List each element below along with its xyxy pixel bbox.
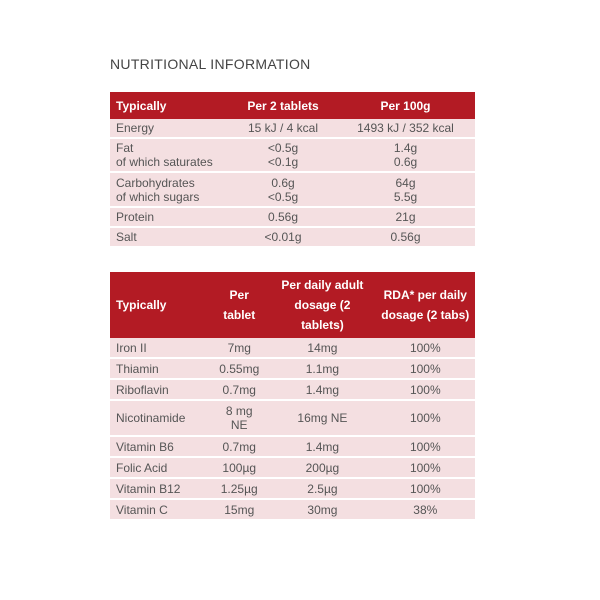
nutrient-name-cell-line: Carbohydrates (116, 175, 195, 190)
rda-cell: 100% (376, 479, 475, 500)
vitamin-header-row (110, 272, 475, 338)
nutrition-header-typically: Typically (110, 92, 230, 119)
per-2-tablets-cell-line: 0.6g (271, 175, 295, 190)
nutrition-row (110, 173, 475, 208)
vitamin-name-cell: Vitamin B6 (110, 437, 209, 458)
per-100g-cell-line: 0.6g (393, 155, 418, 169)
per-tablet-cell: 0.7mg (209, 437, 269, 458)
per-tablet-cell: 15mg (209, 500, 269, 521)
rda-cell: 100% (376, 359, 475, 380)
nutrient-name-cell (110, 139, 230, 173)
rda-cell: 100% (376, 380, 475, 401)
per-daily-cell: 14mg (269, 338, 375, 359)
nutrient-name-cell (110, 119, 230, 139)
per-2-tablets-cell-line: <0.5g (267, 189, 299, 204)
nutrition-header-per-2-tablets: Per 2 tablets (230, 92, 336, 119)
per-tablet-cell: 8 mg NE (209, 401, 269, 437)
vitamin-name-cell: Nicotinamide (110, 401, 209, 437)
vitamin-name-cell: Riboflavin (110, 380, 209, 401)
nutrition-header-row (110, 92, 475, 119)
vitamin-name-cell: Folic Acid (110, 458, 209, 479)
nutrition-row (110, 228, 475, 248)
rda-cell: 100% (376, 338, 475, 359)
per-daily-cell: 1.1mg (269, 359, 375, 380)
per-daily-cell: 16mg NE (269, 401, 375, 437)
per-100g-cell-line: 1493 kJ / 352 kcal (357, 121, 454, 135)
vitamin-header-typically: Typically (110, 272, 209, 338)
per-tablet-cell: 0.55mg (209, 359, 269, 380)
per-daily-cell: 30mg (269, 500, 375, 521)
per-100g-cell (336, 208, 475, 228)
per-tablet-cell: 7mg (209, 338, 269, 359)
per-tablet-cell: 0.7mg (209, 380, 269, 401)
nutrient-name-cell-line: Energy (116, 121, 155, 135)
vitamin-name-cell: Vitamin B12 (110, 479, 209, 500)
per-100g-cell (336, 139, 475, 173)
page-title: NUTRITIONAL INFORMATION (110, 56, 311, 72)
nutrient-name-cell-line: Protein (116, 210, 155, 224)
rda-cell: 38% (376, 500, 475, 521)
vitamin-header-per-tablet: Per tablet (209, 272, 269, 338)
nutrient-name-cell-line: Fat (116, 141, 134, 155)
per-2-tablets-cell-line: 15 kJ / 4 kcal (247, 121, 319, 135)
vitamin-row (110, 437, 475, 458)
per-2-tablets-cell (230, 228, 336, 248)
per-2-tablets-cell (230, 173, 336, 208)
vitamin-name-cell: Thiamin (110, 359, 209, 380)
per-100g-cell-line: 5.5g (393, 189, 418, 204)
vitamin-row (110, 401, 475, 437)
per-100g-cell (336, 228, 475, 248)
per-daily-cell: 1.4mg (269, 437, 375, 458)
per-daily-cell: 200µg (269, 458, 375, 479)
nutrition-header-per-100g: Per 100g (336, 92, 475, 119)
vitamin-table (110, 272, 475, 521)
per-2-tablets-cell-line: 0.56g (267, 210, 299, 224)
nutrition-row (110, 119, 475, 139)
nutrient-name-cell (110, 208, 230, 228)
nutrition-row (110, 208, 475, 228)
vitamin-header-rda: RDA* per daily dosage (2 tabs) (376, 272, 475, 338)
per-2-tablets-cell (230, 119, 336, 139)
per-tablet-cell: 100µg (209, 458, 269, 479)
vitamin-row (110, 479, 475, 500)
per-100g-cell (336, 173, 475, 208)
rda-cell: 100% (376, 437, 475, 458)
per-2-tablets-cell-line: <0.1g (267, 155, 299, 169)
per-2-tablets-cell-line: <0.01g (264, 230, 302, 244)
vitamin-row (110, 500, 475, 521)
nutrition-row (110, 139, 475, 173)
vitamin-row (110, 380, 475, 401)
rda-cell: 100% (376, 458, 475, 479)
nutrient-name-cell-line: Salt (116, 230, 137, 244)
nutrient-name-cell-line: of which sugars (116, 189, 200, 204)
per-2-tablets-cell-line: <0.5g (267, 141, 299, 155)
vitamin-row (110, 359, 475, 380)
per-daily-cell: 2.5µg (269, 479, 375, 500)
nutrient-name-cell-line: of which saturates (116, 155, 213, 169)
rda-cell: 100% (376, 401, 475, 437)
per-2-tablets-cell (230, 208, 336, 228)
nutrient-name-cell (110, 173, 230, 208)
per-daily-cell: 1.4mg (269, 380, 375, 401)
vitamin-row (110, 458, 475, 479)
vitamin-row (110, 338, 475, 359)
vitamin-name-cell: Vitamin C (110, 500, 209, 521)
nutrient-name-cell (110, 228, 230, 248)
per-2-tablets-cell (230, 139, 336, 173)
nutrition-table (110, 92, 475, 248)
per-100g-cell-line: 1.4g (393, 141, 418, 155)
per-100g-cell-line: 64g (395, 175, 416, 190)
per-100g-cell-line: 21g (395, 210, 416, 224)
vitamin-name-cell: Iron II (110, 338, 209, 359)
per-100g-cell (336, 119, 475, 139)
per-100g-cell-line: 0.56g (390, 230, 421, 244)
per-tablet-cell: 1.25µg (209, 479, 269, 500)
vitamin-header-per-daily: Per daily adult dosage (2 tablets) (269, 272, 375, 338)
